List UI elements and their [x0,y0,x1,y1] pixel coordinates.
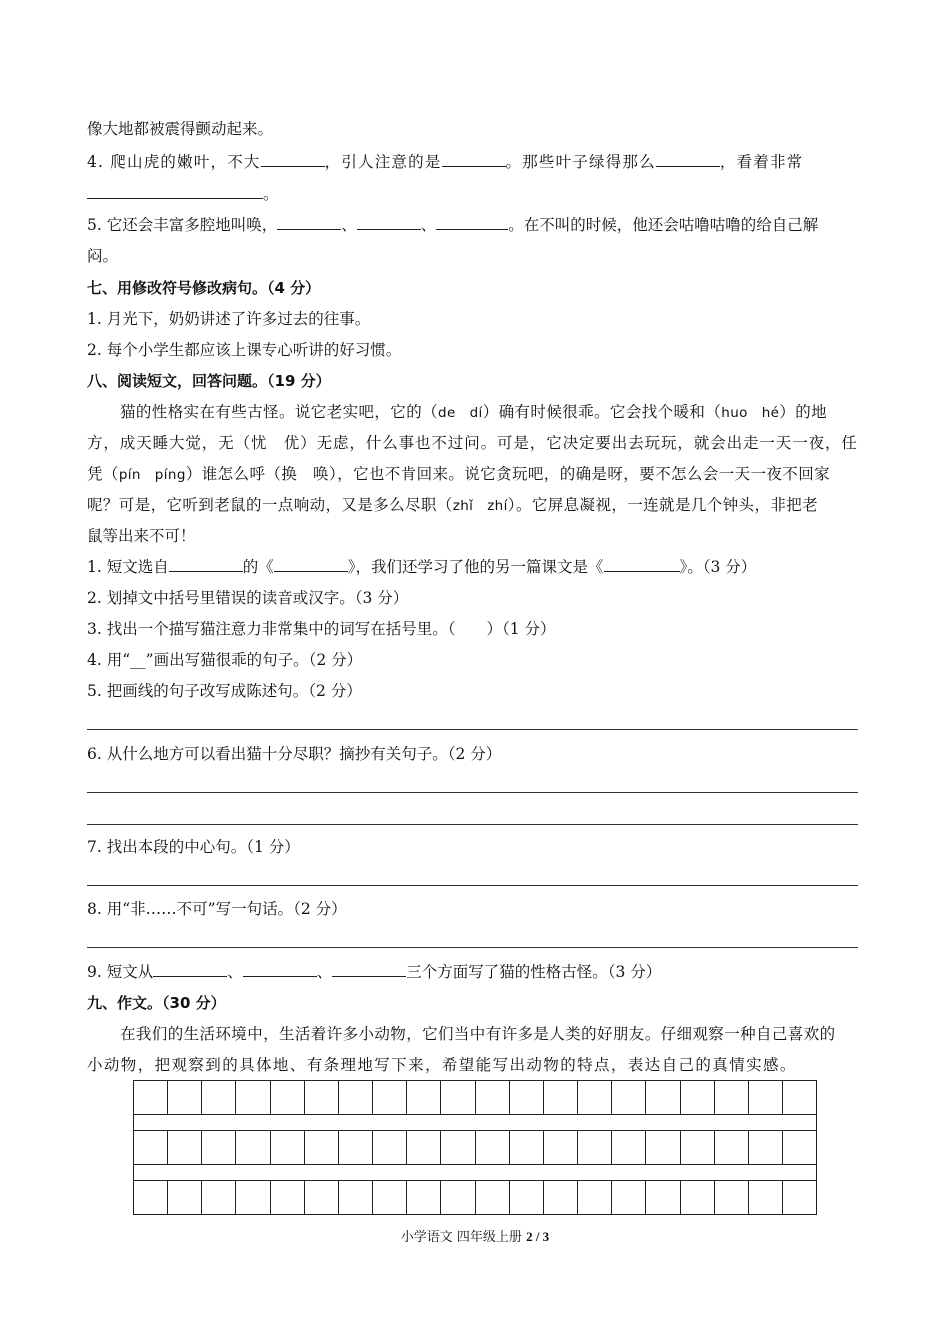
answer-blank[interactable] [87,183,263,199]
passage-text: 呢？可是，它听到老鼠的一点响动，又是多么尽职（ [87,496,453,514]
page-footer [0,1226,950,1245]
pinyin: de dí [438,405,483,421]
pinyin: pín píng [118,467,186,483]
prompt-line: 在我们的生活环境中，生活着许多小动物，它们当中有许多是人类的好朋友。仔细观察一种自己喜欢的 [120,1025,836,1043]
passage-text: 凭（ [87,465,119,483]
passage-text: ）的地 [779,403,828,421]
q8-3: 3. 找出一个描写猫注意力非常集中的词写在括号里。（ ）（1 分） [87,620,556,638]
q-text: 三个方面写了猫的性格古怪。（3 分） [406,963,662,981]
grid-row[interactable] [133,1180,817,1215]
q4-text: 4. 爬山虎的嫩叶，不大 [87,153,261,171]
q8-6: 6. 从什么地方可以看出猫十分尽职？摘抄有关句子。（2 分） [87,745,502,763]
answer-blank[interactable] [274,556,348,572]
section-7-title: 七、用修改符号修改病句。（4 分） [87,279,321,297]
q-text: 、 [227,963,243,981]
passage-text: ）谁怎么呼（换 唤），它也不肯回来。说它贪玩吧，的确是呀，要不怎么会一天一夜不回家 [185,465,830,483]
passage-line [87,494,818,517]
q8-1 [87,556,756,578]
line-text: 像大地都被震得颤动起来。 [87,120,274,138]
sentence-2: 2. 每个小学生都应该上课专心听讲的好习惯。 [87,341,402,359]
answer-line[interactable] [87,729,858,730]
q-text: 1. 短文选自 [87,558,169,576]
answer-line[interactable] [87,792,858,793]
q-text: 、 [316,963,333,981]
q8-9 [87,961,661,983]
prompt-line: 小动物，把观察到的具体地、有条理地写下来，希望能写出动物的特点，表达自己的真情实感。 [87,1056,797,1074]
answer-blank[interactable] [261,151,325,167]
answer-blank[interactable] [243,961,317,977]
q5-text: 。在不叫的时候，他还会咕噜咕噜的给自己解 [508,216,819,234]
answer-blank[interactable] [153,961,227,977]
q5-text: 、 [420,216,437,234]
q-text: 9. 短文从 [87,963,154,981]
passage-line [87,463,830,486]
q-text: 的《 [242,558,274,576]
q8-5: 5. 把画线的句子改写成陈述句。（2 分） [87,682,362,700]
section-9-title: 九、作文。（30 分） [87,994,226,1012]
q8-4: 4. 用“__”画出写猫很乖的句子。（2 分） [87,651,363,669]
pinyin: zhǐ zhí [452,498,508,514]
text-line [87,245,118,267]
section-8-title: 八、阅读短文，回答问题。（19 分） [87,372,331,390]
q4-text: 。那些叶子绿得那么 [505,153,656,171]
passage-line: 鼠等出来不可！ [87,527,196,545]
grid-row[interactable] [133,1130,817,1165]
passage-text: ）确有时候很乖。它会找个暖和（ [482,403,722,421]
grid-row[interactable] [133,1080,817,1115]
question-5 [87,214,818,236]
q8-2: 2. 划掉文中括号里错误的读音或汉字。（3 分） [87,589,409,607]
sentence-1: 1. 月光下，奶奶讲述了许多过去的往事。 [87,310,371,328]
composition-grid[interactable] [133,1080,817,1215]
answer-blank[interactable] [436,214,508,230]
answer-blank[interactable] [277,214,341,230]
q4-text: 。 [263,185,279,203]
question-4-cont [87,183,279,205]
answer-blank[interactable] [357,214,421,230]
q4-text: ，引人注意的是 [324,153,442,171]
question-4 [87,151,803,173]
answer-blank[interactable] [169,556,243,572]
passage-line [120,401,827,424]
pinyin: huo hé [721,405,780,421]
grid-gap [133,1165,817,1180]
answer-line[interactable] [87,824,858,825]
q4-text: ，看着非常 [719,153,804,171]
passage-text: 猫的性格实在有些古怪。说它老实吧，它的（ [120,403,439,421]
q5-text: 、 [341,216,357,234]
passage-text: ）。它屏息凝视，一连就是几个钟头，非把老 [507,496,819,514]
q5-text: 5. 它还会丰富多腔地叫唤， [87,216,278,234]
q8-8: 8. 用“非……不可”写一句话。（2 分） [87,900,347,918]
answer-blank[interactable] [332,961,406,977]
answer-blank[interactable] [656,151,720,167]
text-line [87,118,273,140]
q8-7: 7. 找出本段的中心句。（1 分） [87,838,300,856]
footer-text: 小学语文 四年级上册 [400,1230,527,1245]
line-text: 闷。 [87,247,119,265]
answer-blank[interactable] [604,556,680,572]
answer-blank[interactable] [442,151,506,167]
q-text: 》。（3 分） [679,558,757,576]
grid-gap [133,1115,817,1130]
passage-line: 方，成天睡大觉，无（忧 优）无虑，什么事也不过问。可是，它决定要出去玩玩，就会出走一天一夜，任 [87,434,858,452]
page-number: 2 / 3 [526,1229,550,1244]
answer-line[interactable] [87,947,858,948]
q-text: 》，我们还学习了他的另一篇课文是《 [347,558,604,576]
answer-line[interactable] [87,885,858,886]
